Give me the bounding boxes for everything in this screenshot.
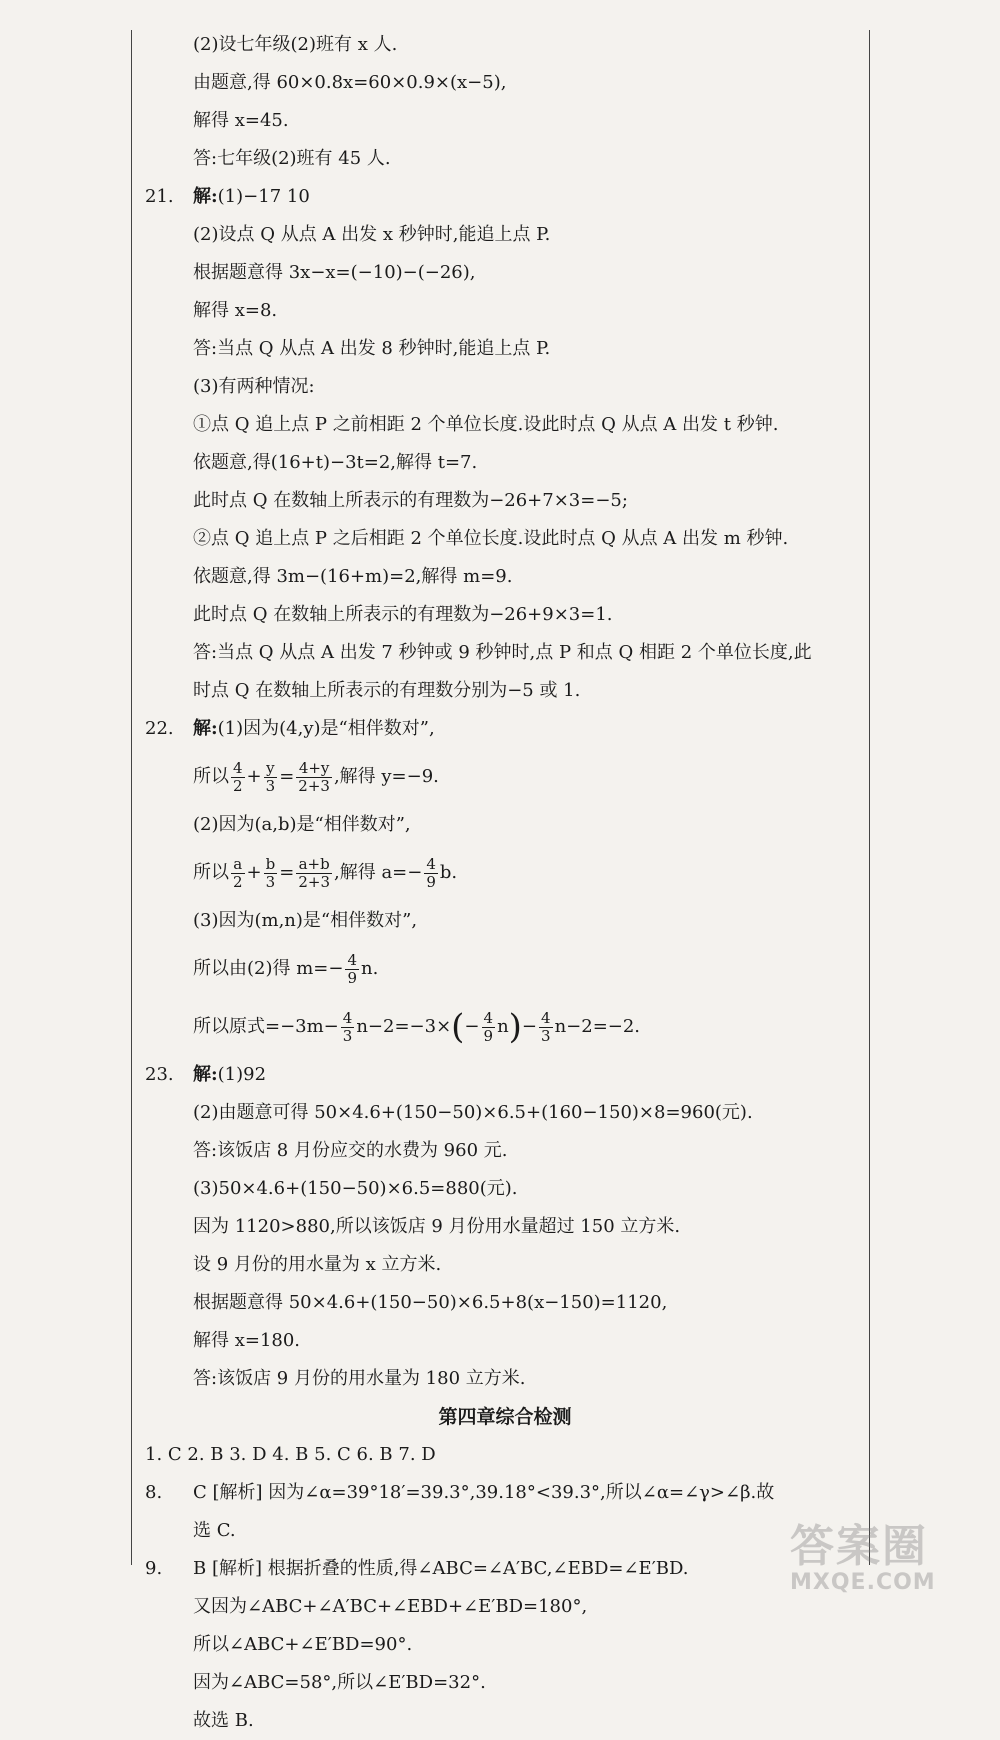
denominator: 2	[233, 776, 243, 795]
text-fragment: n−2=−3×	[356, 1016, 452, 1037]
text-line: 根据题意得 50×4.6+(150−50)×6.5+8(x−150)=1120,	[193, 1292, 668, 1313]
fraction	[296, 760, 332, 795]
question-22-header	[145, 710, 865, 748]
text-line: 因为 1120>880,所以该饭店 9 月份用水量超过 150 立方米.	[193, 1216, 681, 1237]
right-margin-rule	[869, 30, 870, 1565]
text-fragment: 所以由(2)得 m=−	[193, 958, 344, 979]
question-number: 22.	[145, 718, 174, 739]
text-fragment: 所以	[193, 862, 229, 883]
answer-list: 1. C 2. B 3. D 4. B 5. C 6. B 7. D	[145, 1444, 436, 1465]
text-line: 答:当点 Q 从点 A 出发 7 秒钟或 9 秒钟时,点 P 和点 Q 相距 2 个单位长度,此	[193, 642, 812, 663]
right-paren: )	[508, 1007, 522, 1047]
left-margin-rule	[131, 30, 132, 1565]
text-line: (1)−17 10	[217, 186, 310, 207]
text-line: (3)有两种情况:	[193, 376, 315, 397]
text-line: 解得 x=8.	[193, 300, 278, 321]
text-line: (2)因为(a,b)是“相伴数对”,	[193, 814, 411, 835]
fraction-equation	[145, 940, 865, 998]
numerator: b	[265, 854, 276, 873]
text-line: (1)92	[217, 1064, 267, 1085]
text-line: ①点 Q 追上点 P 之前相距 2 个单位长度.设此时点 Q 从点 A 出发 t 秒钟.	[193, 414, 779, 435]
question-number: 9.	[145, 1558, 163, 1579]
numerator: 4	[233, 758, 243, 777]
text-line: ②点 Q 追上点 P 之后相距 2 个单位长度.设此时点 Q 从点 A 出发 m 秒钟.	[193, 528, 789, 549]
denominator: 9	[426, 872, 436, 891]
fraction-equation	[145, 748, 865, 806]
text-line: 答:当点 Q 从点 A 出发 8 秒钟时,能追上点 P.	[193, 338, 551, 359]
text-line: (1)因为(4,y)是“相伴数对”,	[217, 718, 435, 739]
text-line: (2)由题意可得 50×4.6+(150−50)×6.5+(160−150)×8=960(元).	[193, 1102, 753, 1123]
question-number: 21.	[145, 186, 174, 207]
denominator: 3	[541, 1026, 551, 1045]
question-8	[145, 1474, 865, 1512]
numerator: y	[266, 758, 275, 777]
question-23-header	[145, 1056, 865, 1094]
text-line: 答:该饭店 8 月份应交的水费为 960 元.	[193, 1140, 508, 1161]
text-line: 解得 x=45.	[193, 110, 289, 131]
text-line: 故选 B.	[193, 1710, 254, 1731]
operator: =	[279, 766, 295, 787]
text-fragment: n.	[361, 958, 379, 979]
section-title: 第四章综合检测	[438, 1406, 572, 1428]
operator: =	[279, 862, 295, 883]
watermark-url: MXQE.COM	[790, 1570, 936, 1595]
numerator: 4	[541, 1008, 551, 1027]
solution-label: 解:	[193, 718, 218, 739]
text-line: 所以∠ABC+∠E′BD=90°.	[193, 1634, 413, 1655]
text-fragment: ,解得 y=−9.	[333, 766, 439, 787]
answer-document	[145, 26, 865, 1740]
text-line: (2)设点 Q 从点 A 出发 x 秒钟时,能追上点 P.	[193, 224, 551, 245]
text-line: 选 C.	[193, 1520, 236, 1541]
question-number: 23.	[145, 1064, 174, 1085]
fraction	[424, 856, 438, 891]
denominator: 3	[342, 1026, 353, 1045]
fraction	[264, 760, 278, 795]
text-line: 解得 x=180.	[193, 1330, 301, 1351]
text-line: 因为∠ABC=58°,所以∠E′BD=32°.	[193, 1672, 486, 1693]
text-line: 答:该饭店 9 月份的用水量为 180 立方米.	[193, 1368, 526, 1389]
numerator: 4+y	[298, 758, 330, 777]
numerator: 4	[483, 1008, 494, 1027]
operator: +	[246, 766, 262, 787]
fraction-equation	[145, 998, 865, 1056]
question-21-header	[145, 178, 865, 216]
text-line: 根据题意得 3x−x=(−10)−(−26),	[193, 262, 476, 283]
text-fragment: 所以	[193, 766, 229, 787]
text-line: 依题意,得(16+t)−3t=2,解得 t=7.	[193, 452, 478, 473]
text-line: 由题意,得 60×0.8x=60×0.9×(x−5),	[193, 72, 507, 93]
fraction	[231, 760, 245, 795]
fraction	[264, 856, 278, 891]
text-fragment: −	[464, 1016, 480, 1037]
text-fragment: −	[521, 1016, 538, 1037]
solution-label: 解:	[193, 186, 218, 207]
numerator: a	[233, 854, 243, 873]
fraction	[482, 1010, 496, 1045]
left-paren: (	[451, 1007, 465, 1047]
question-number: 8.	[145, 1482, 163, 1503]
fraction	[296, 856, 332, 891]
question-9	[145, 1550, 865, 1588]
operator: +	[246, 862, 262, 883]
denominator: 3	[264, 873, 278, 891]
denominator: 9	[483, 1026, 494, 1045]
text-line: (3)因为(m,n)是“相伴数对”,	[193, 910, 418, 931]
text-fragment: 所以原式=−3m−	[193, 1016, 339, 1037]
text-line: 此时点 Q 在数轴上所表示的有理数为−26+9×3=1.	[193, 604, 613, 625]
text-fragment: n	[497, 1016, 509, 1037]
denominator: 2+3	[298, 872, 330, 891]
text-line: 又因为∠ABC+∠A′BC+∠EBD+∠E′BD=180°,	[193, 1596, 588, 1617]
fraction-equation	[145, 844, 865, 902]
text-line: 答:七年级(2)班有 45 人.	[193, 148, 391, 169]
numerator: 4	[342, 1008, 353, 1027]
denominator: 2	[233, 872, 243, 891]
text-line: 时点 Q 在数轴上所表示的有理数分别为−5 或 1.	[193, 680, 581, 701]
fraction	[341, 1010, 355, 1045]
text-line: 设 9 月份的用水量为 x 立方米.	[193, 1254, 442, 1275]
text-line: C [解析] 因为∠α=39°18′=39.3°,39.18°<39.3°,所以∠α=∠γ>∠β.故	[193, 1482, 775, 1503]
text-fragment: b.	[439, 862, 458, 883]
text-fragment: ,解得 a=−	[334, 862, 423, 883]
fraction	[539, 1010, 553, 1045]
watermark-text: 答案圈	[790, 1521, 928, 1572]
text-line: 依题意,得 3m−(16+m)=2,解得 m=9.	[193, 566, 513, 587]
numerator: a+b	[298, 854, 330, 873]
text-line: B [解析] 根据折叠的性质,得∠ABC=∠A′BC,∠EBD=∠E′BD.	[193, 1558, 689, 1579]
fraction	[231, 856, 245, 891]
text-line: (2)设七年级(2)班有 x 人.	[193, 34, 398, 55]
denominator: 9	[347, 968, 357, 987]
numerator: 4	[426, 854, 436, 873]
denominator: 2+3	[298, 776, 330, 795]
solution-label: 解:	[193, 1064, 218, 1085]
denominator: 3	[265, 776, 276, 795]
text-line: 此时点 Q 在数轴上所表示的有理数为−26+7×3=−5;	[193, 490, 628, 511]
numerator: 4	[347, 950, 357, 969]
text-line: (3)50×4.6+(150−50)×6.5=880(元).	[193, 1178, 518, 1199]
watermark-logo	[790, 1510, 960, 1595]
fraction	[345, 952, 359, 987]
text-fragment: n−2=−2.	[554, 1016, 641, 1037]
